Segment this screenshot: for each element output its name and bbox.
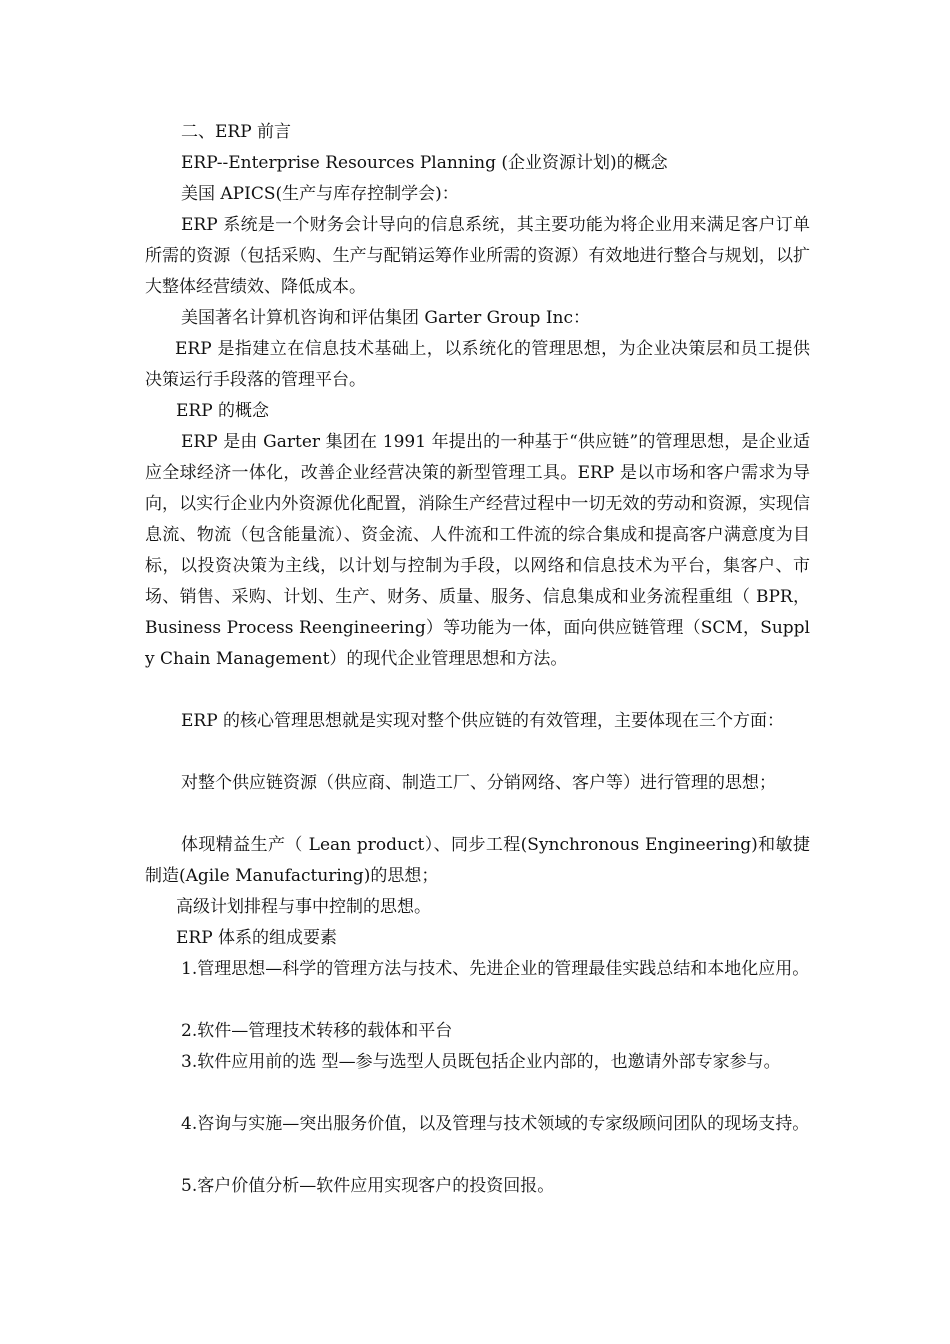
erp-definition-line: ERP--Enterprise Resources Planning (企业资源计划)的概念 [181,153,668,173]
element-item-1: 1.管理思想—科学的管理方法与技术、先进企业的管理最佳实践总结和本地化应用。 [181,959,810,979]
element-item-2: 2.软件—管理技术转移的载体和平台 [181,1021,453,1041]
section-heading: 二、ERP 前言 [181,122,292,142]
element-item-5: 5.客户价值分析—软件应用实现客户的投资回报。 [181,1176,555,1196]
concept-heading: ERP 的概念 [176,401,270,421]
concept-paragraph: ERP 是由 Garter 集团在 1991 年提出的一种基于“供应链”的管理思想，是企业适应全球经济一体化，改善企业经营决策的新型管理工具。ERP 是以市场和客户需求为导向，以实行企业内外资源优化配置，消除生产经营过程中一切无效的劳动和资源，实现信息流、物流（包含能量流）、资金流、人件流和工件流的综合集成和提高客户满意度为目标，以投资决策为主线，以计划与控制为手段，以网络和信息技术为平台，集客户、市场、销售、采购、计划、生产、财务、质量、服务、信息集成和业务流程重组（ BPR，Business Process Reengineering）等功能为一体，面向供应链管理（SCM，Supply Chain Management）的现代企业管理思想和方法。 [145,432,810,669]
garter-label: 美国著名计算机咨询和评估集团 Garter Group Inc： [181,308,591,328]
elements-heading: ERP 体系的组成要素 [176,928,338,948]
core-point-1: 对整个供应链资源（供应商、制造工厂、分销网络、客户等）进行管理的思想； [181,773,776,793]
apics-label: 美国 APICS(生产与库存控制学会)： [181,184,459,204]
apics-paragraph: ERP 系统是一个财务会计导向的信息系统，其主要功能为将企业用来满足客户订单所需的资源（包括采购、生产与配销运筹作业所需的资源）有效地进行整合与规划，以扩大整体经营绩效、降低成本。 [145,215,810,297]
element-item-4: 4.咨询与实施—突出服务价值，以及管理与技术领域的专家级顾问团队的现场支持。 [181,1114,810,1134]
garter-paragraph: ERP 是指建立在信息技术基础上，以系统化的管理思想，为企业决策层和员工提供决策运行手段落的管理平台。 [145,339,810,390]
element-item-3: 3.软件应用前的选 型—参与选型人员既包括企业内部的，也邀请外部专家参与。 [181,1052,781,1072]
core-point-2: 体现精益生产（ Lean product）、同步工程(Synchronous Engineering)和敏捷制造(Agile Manufacturing)的思想； [145,835,810,886]
core-paragraph: ERP 的核心管理思想就是实现对整个供应链的有效管理，主要体现在三个方面： [181,711,785,731]
core-point-3: 高级计划排程与事中控制的思想。 [176,897,431,917]
